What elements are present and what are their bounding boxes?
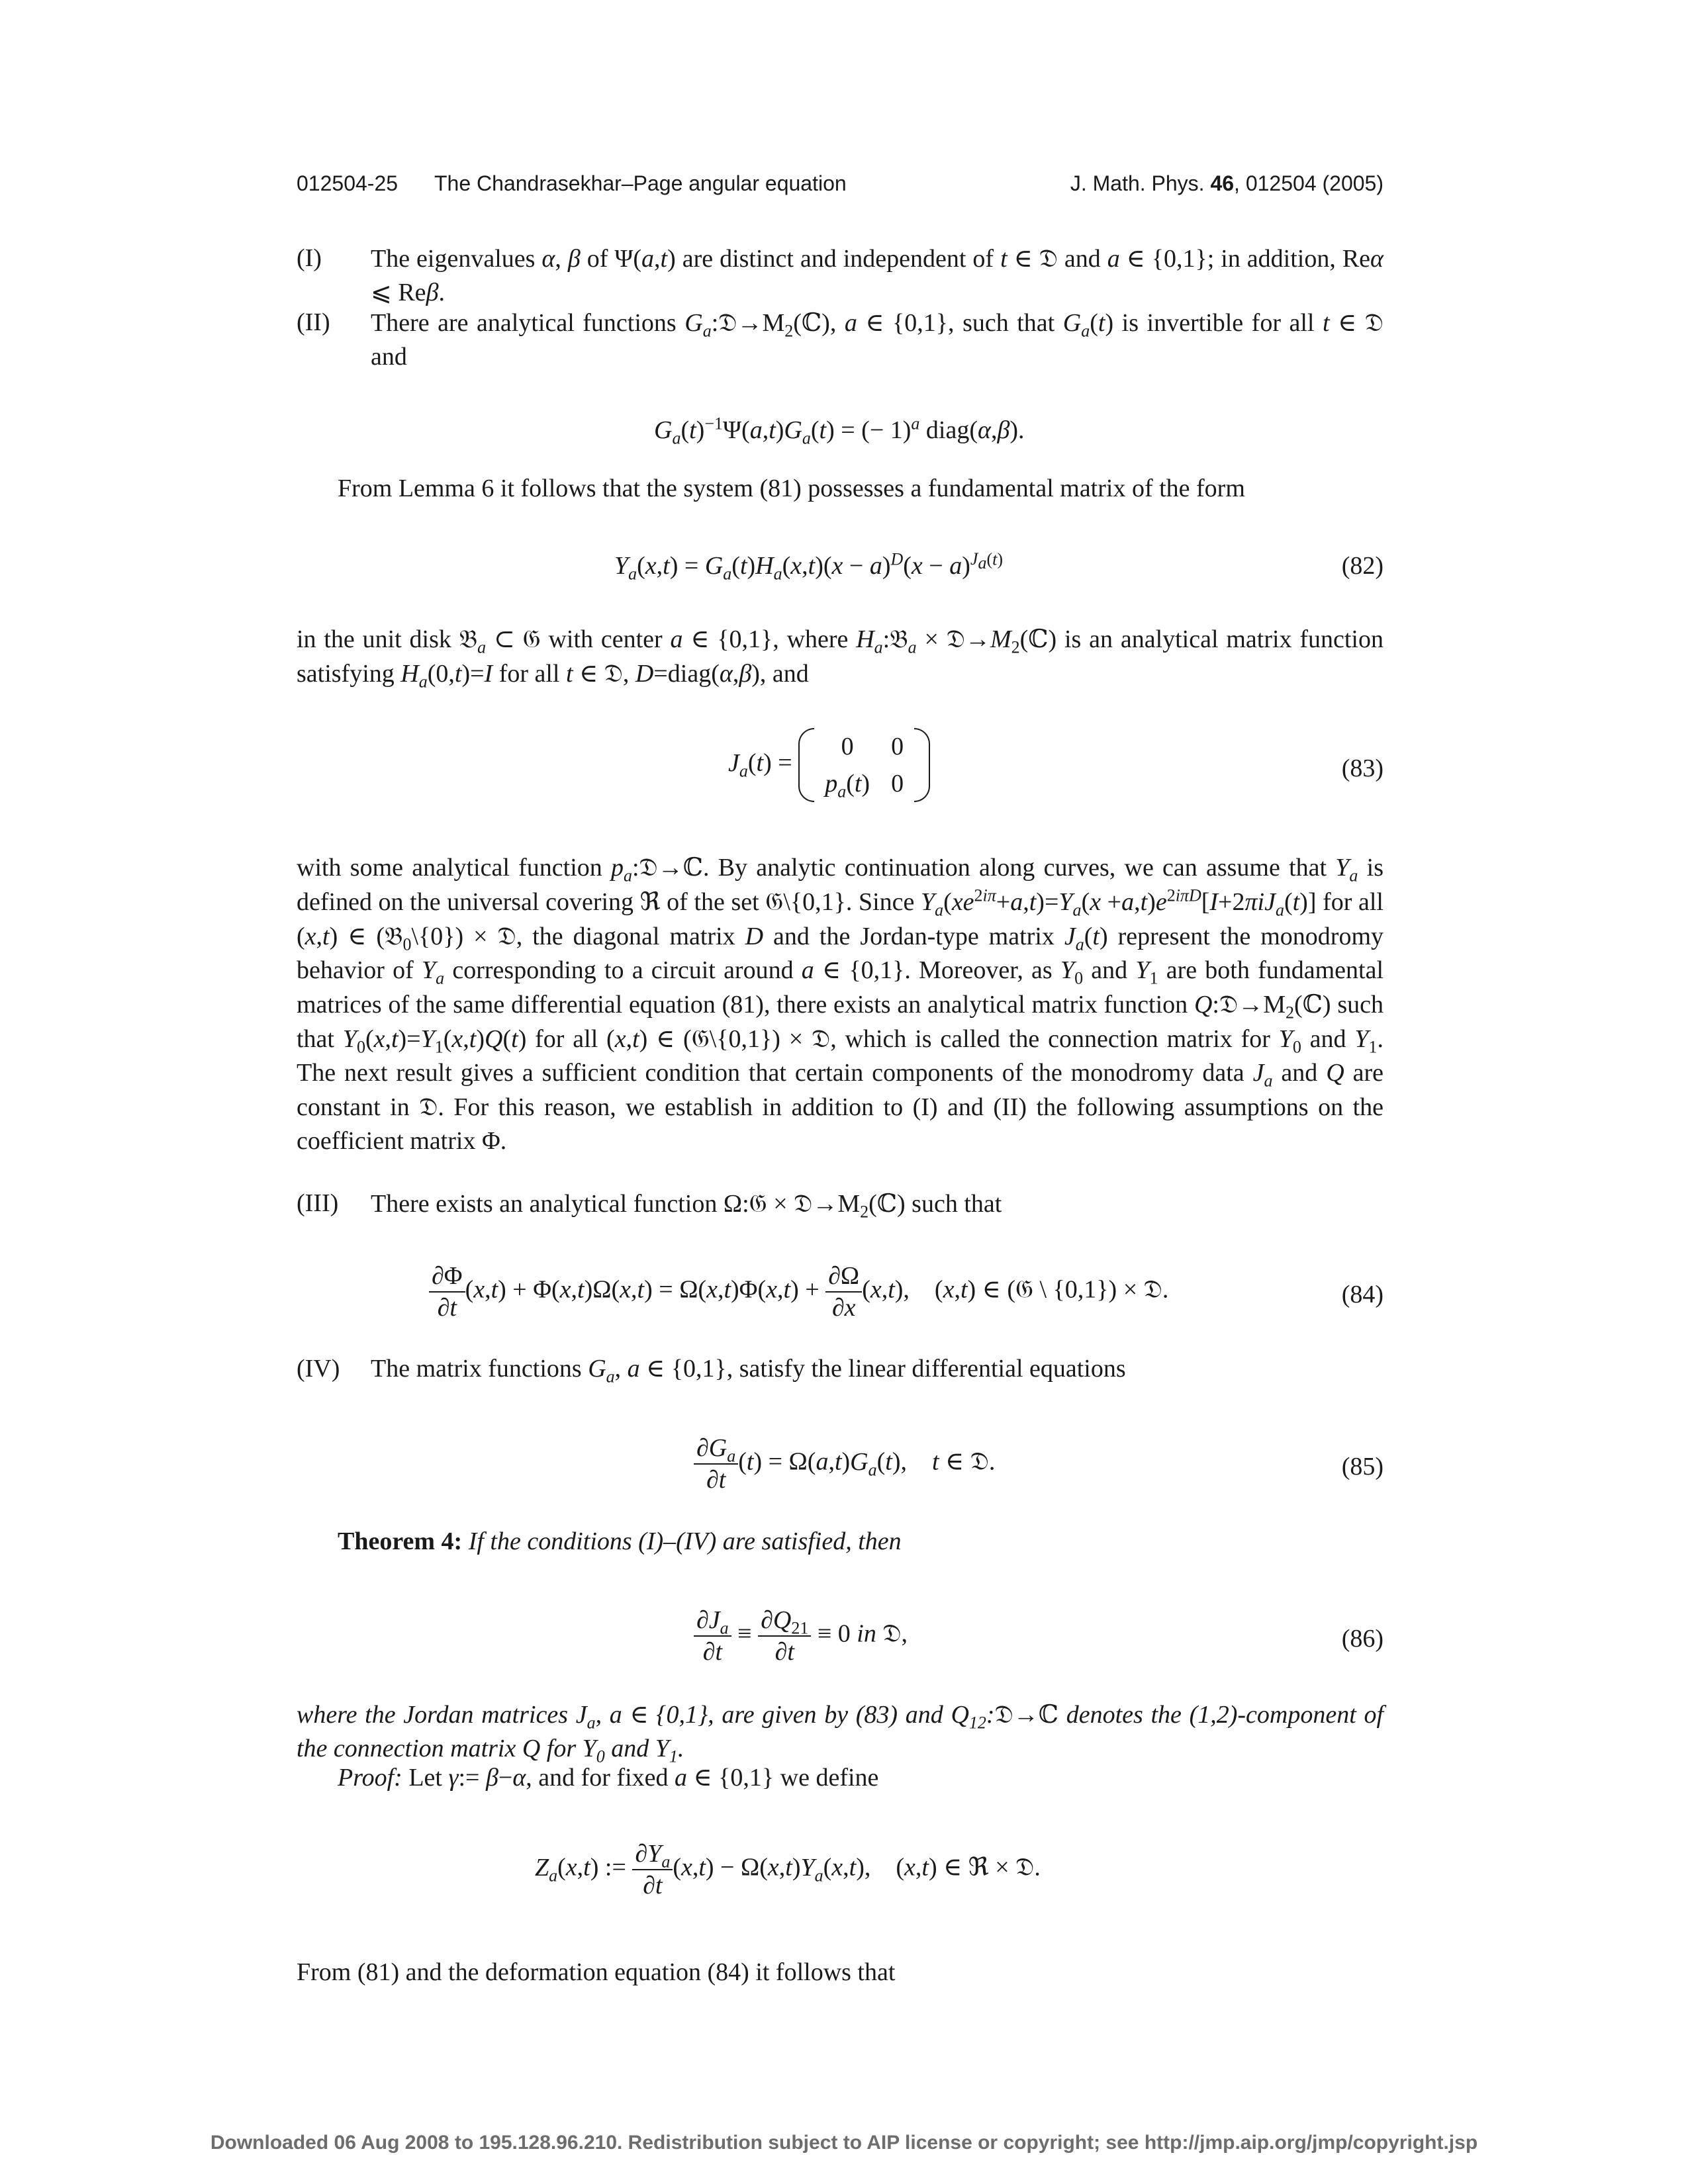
- journal-name: J. Math. Phys.: [1070, 171, 1205, 195]
- condition-3-text: There exists an analytical function Ω:𝔊 × $𝔇\to M_2(ℂ)$ such that: [371, 1189, 1002, 1222]
- paragraph-lemma6: From Lemma 6 it follows that the system (81) possesses a fundamental matrix of the form: [338, 475, 1245, 502]
- download-notice: Downloaded 06 Aug 2008 to 195.128.96.210. Redistribution subject to AIP license or copyright; see http://jmp.aip.org/jmp/copyright.jsp: [210, 2132, 1478, 2154]
- condition-4-text: The matrix functions $G_a$, a ∈ {0,1}, satisfy the linear differential equations: [371, 1355, 1126, 1387]
- condition-3-label: (III): [297, 1189, 339, 1217]
- proof-start: Proof: Let γ:= β−α, and for fixed a ∈ {0,1} we define: [338, 1764, 879, 1792]
- equation-83: $J_a(t)$ = 0 0 $p_a(t)$ 0 (83): [297, 728, 1383, 821]
- equation-85: $\frac{\partial G_a}{\partial t}$ $(t) = \Omega(a,t)G_a(t)$, t ∈ 𝔇. (85): [297, 1433, 1383, 1512]
- equation-82-number: (82): [1341, 552, 1383, 580]
- condition-2: [297, 306, 1383, 374]
- equation-83-number: (83): [1341, 754, 1383, 782]
- proof-label: Proof:: [338, 1764, 402, 1792]
- journal-citation: [1070, 169, 1383, 199]
- condition-1-label: (I): [297, 244, 322, 272]
- condition-4-label: (IV): [297, 1355, 340, 1383]
- article-title: The Chandrasekhar–Page angular equation: [434, 171, 847, 195]
- theorem-4-label: Theorem 4:: [338, 1527, 463, 1555]
- paragraph-deformation: From (81) and the deformation equation (84) it follows that: [297, 1958, 896, 1986]
- equation-84: $\frac{\partial\Phi}{\partial t}$ (x,t) + Φ(x,t)Ω(x,t) = Ω(x,t)Φ(x,t) + $\frac{\partial\Omega}{\partial x}$ (x,t), (x,t) ∈ (𝔊 \ {0,1}) × 𝔇. (84): [297, 1261, 1383, 1340]
- paragraph-monodromy: with some analytical function $p_a:𝔇\to ℂ$. By analytic continuation along curves, we can assume that $Y_a$ is defined on the universal covering ℜ of the set 𝔊\{0,1}. Since $Y_a(xe^{2i\pi}+a,t)=Y_a(x +a,t)e^{2i\pi D}[I+2\pi iJ_a(t)]$ for all (x,t) ∈ (𝔅$_0$\{0}) × 𝔇, the diagonal matrix D and the Jordan-type matrix $J_a(t)$ represent the monodromy behavior of $Y_a$ corresponding to a circuit around a ∈ {0,1}. Moreover, as $Y_0$ and $Y_1$ are both fundamental matrices of the same differential equation (81), there exists an analytical matrix function $Q:𝔇\to M_2(ℂ)$ such that $Y_0(x,t)=Y_1(x,t)Q(t)$ for all (x,t) ∈ (𝔊\{0,1}) × 𝔇, which is called the connection matrix for $Y_0$ and $Y_1$. The next result gives a sufficient condition that certain components of the monodromy data $J_a$ and Q are constant in 𝔇. For this reason, we establish in addition to (I) and (II) the following assumptions on the coefficient matrix Φ.: [297, 852, 1384, 1155]
- equation-84-number: (84): [1341, 1281, 1383, 1308]
- condition-1-text: The eigenvalues α, β of Ψ(a,t) are distinct and independent of t ∈ 𝔇 and a ∈ {0,1}; in addition, Reα ⩽ Reβ.: [371, 244, 1383, 306]
- equation-z-definition: $Z_a(x,t)$ := $\frac{\partial Y_a}{\partial t}$ $(x,t) - \Omega(x,t)Y_a(x,t)$, (x,t) ∈ ℜ × 𝔇.: [535, 1840, 1041, 1899]
- page-id: 012504-25: [297, 171, 399, 195]
- running-head: [297, 169, 1383, 199]
- condition-1: [297, 242, 1383, 310]
- condition-3: [297, 1187, 1383, 1221]
- jordan-matrix: 0 0 $p_a(t)$ 0: [798, 728, 930, 802]
- theorem-4-statement: If the conditions (I)–(IV) are satisfied, then: [468, 1527, 902, 1555]
- equation-82: $Y_a(x,t) = G_a(t)H_a(x,t)(x - a)^D(x - a)^{J_a(t)}$ (82): [614, 549, 1383, 584]
- equation-86: $\frac{\partial J_a}{\partial t}$ ≡ $\frac{\partial Q_{21}}{\partial t}$ ≡ 0 in 𝔇, (86): [297, 1605, 1383, 1684]
- paragraph-unit-disk: in the unit disk 𝔅$_a$ ⊂ 𝔊 with center a ∈ {0,1}, where $H_a:𝔅_a$ × $𝔇\to M_2(ℂ)$ is an analytical matrix function satisfying $H_a(0,t)=I$ for all t ∈ 𝔇, D=diag(α,β), and: [297, 624, 1383, 692]
- equation-diagonalization: $G_a(t)^{-1}\Psi(a,t)G_a(t)$ = (− 1)$^a$ diag(α,β).: [654, 414, 1025, 448]
- condition-2-text: There are analytical functions $G_a:𝔇\to M_2(ℂ)$, a ∈ {0,1}, such that $G_a(t)$ is invertible for all t ∈ 𝔇 and: [371, 308, 1383, 371]
- equation-86-number: (86): [1341, 1625, 1383, 1653]
- theorem-4: [297, 1525, 1383, 1559]
- condition-2-label: (II): [297, 308, 330, 336]
- journal-issue: , 012504 (2005): [1234, 171, 1383, 195]
- theorem-4-remark: where the Jordan matrices $J_a$, a ∈ {0,1}, are given by (83) and $Q_{12}:𝔇\to ℂ$ denotes the (1,2)-component of the connection matrix Q for $Y_0$ and $Y_1$.: [297, 1700, 1384, 1766]
- journal-volume: 46: [1210, 171, 1235, 195]
- equation-85-number: (85): [1341, 1453, 1383, 1480]
- condition-4: [297, 1352, 1383, 1386]
